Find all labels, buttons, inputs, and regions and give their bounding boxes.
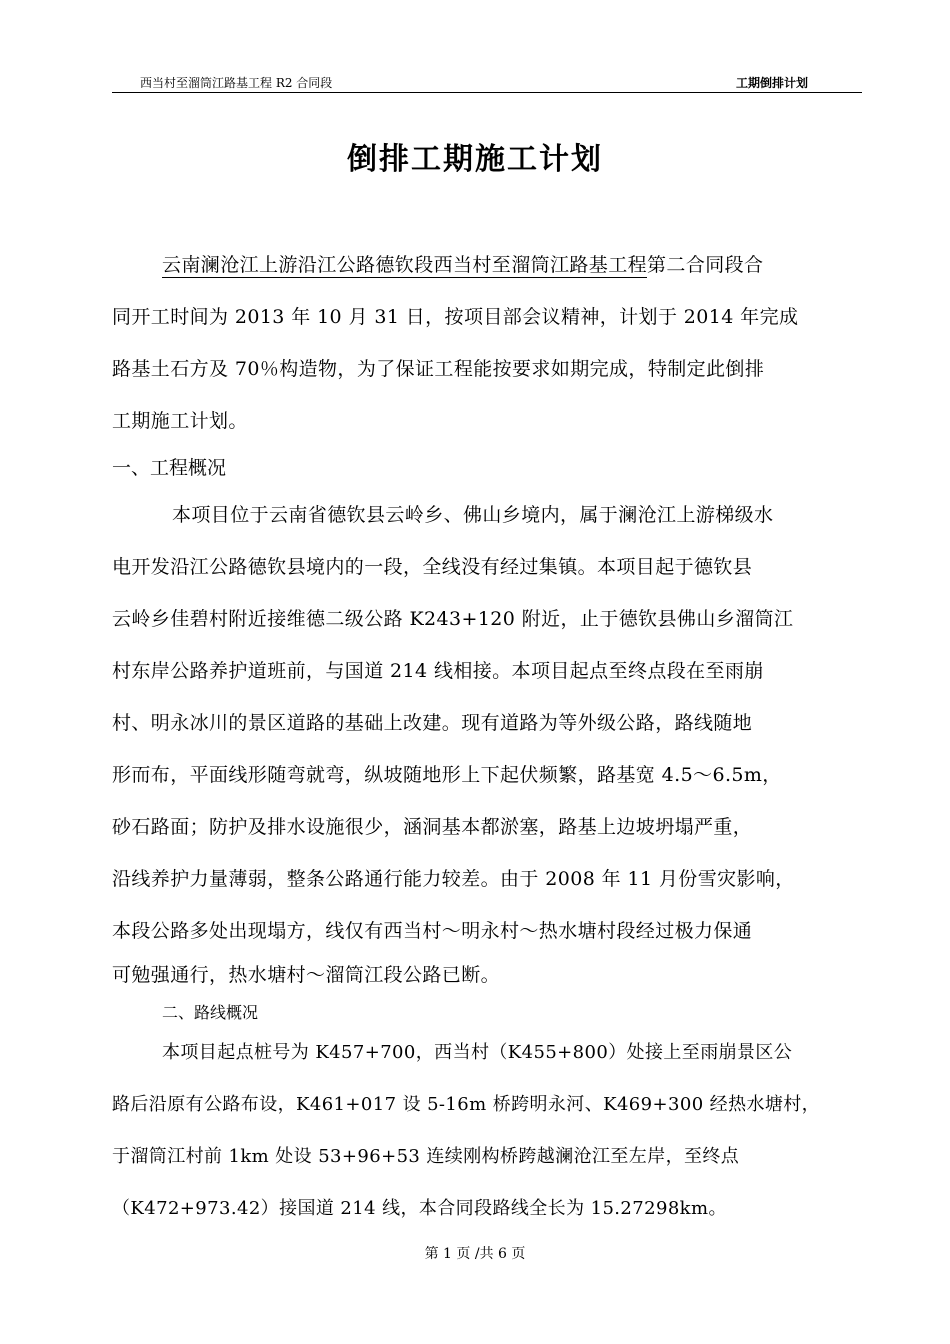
section-1-body [112, 500, 862, 986]
section-2-line: 本项目起点桩号为 K457+700，西当村（K455+800）处接上至雨崩景区公 [162, 1042, 793, 1063]
page-number-footer: 第 1 页 /共 6 页 [424, 1246, 526, 1262]
section-1-line: 本段公路多处出现塌方，线仅有西当村～明永村～热水塘村段经过极力保通 [112, 920, 753, 942]
section-1-line: 村、明永冰川的景区道路的基础上改建。现有道路为等外级公路，路线随地 [112, 712, 753, 734]
intro-line-2: 同开工时间为 2013 年 10 月 31 日，按项目部会议精神，计划于 2014 年完成 [112, 306, 799, 328]
section-2-line: 路后沿原有公路布设，K461+017 设 5-16m 桥跨明永河、K469+300 经热水塘村， [112, 1094, 821, 1115]
section-2-body [112, 1038, 862, 1218]
section-1-line: 电开发沿江公路德钦县境内的一段，全线没有经过集镇。本项目起于德钦县 [112, 556, 753, 578]
section-2-line: 于溜筒江村前 1km 处设 53+96+53 连续刚构桥跨越澜沧江至左岸，至终点 [112, 1146, 740, 1167]
section-1-heading: 一、工程概况 [112, 457, 227, 479]
section-1-line: 本项目位于云南省德钦县云岭乡、佛山乡境内，属于澜沧江上游梯级水 [172, 504, 774, 526]
page-header [112, 72, 862, 93]
section-1-line: 云岭乡佳碧村附近接维德二级公路 K243+120 附近，止于德钦县佛山乡溜筒江 [112, 608, 794, 630]
intro-paragraph [112, 250, 862, 430]
section-1-line: 形而布，平面线形随弯就弯，纵坡随地形上下起伏频繁，路基宽 4.5～6.5m， [112, 764, 782, 786]
intro-line-4: 工期施工计划。 [112, 410, 248, 432]
section-1-line: 砂石路面；防护及排水设施很少，涵洞基本都淤塞，路基上边坡坍塌严重， [112, 816, 753, 838]
section-2-heading: 二、路线概况 [162, 1003, 259, 1022]
header-project-name: 西当村至溜筒江路基工程 R2 合同段 [140, 76, 333, 90]
section-1-line: 沿线养护力量薄弱，整条公路通行能力较差。由于 2008 年 11 月份雪灾影响， [112, 868, 795, 890]
intro-line-1-rest: 第二合同段合 [647, 254, 764, 276]
section-1-line: 村东岸公路养护道班前，与国道 214 线相接。本项目起点至终点段在至雨崩 [112, 660, 764, 682]
document-title: 倒排工期施工计划 [347, 142, 603, 177]
section-2-line: （K472+973.42）接国道 214 线，本合同段路线全长为 15.27298km。 [112, 1198, 727, 1219]
intro-underlined-project: 云南澜沧江上游沿江公路德钦段西当村至溜筒江路基工程 [162, 254, 648, 276]
header-doc-type: 工期倒排计划 [735, 76, 808, 90]
intro-line-3: 路基土石方及 70％构造物，为了保证工程能按要求如期完成，特制定此倒排 [112, 358, 765, 380]
section-1-line: 可勉强通行，热水塘村～溜筒江段公路已断。 [112, 964, 501, 986]
intro-line-1 [162, 250, 763, 277]
